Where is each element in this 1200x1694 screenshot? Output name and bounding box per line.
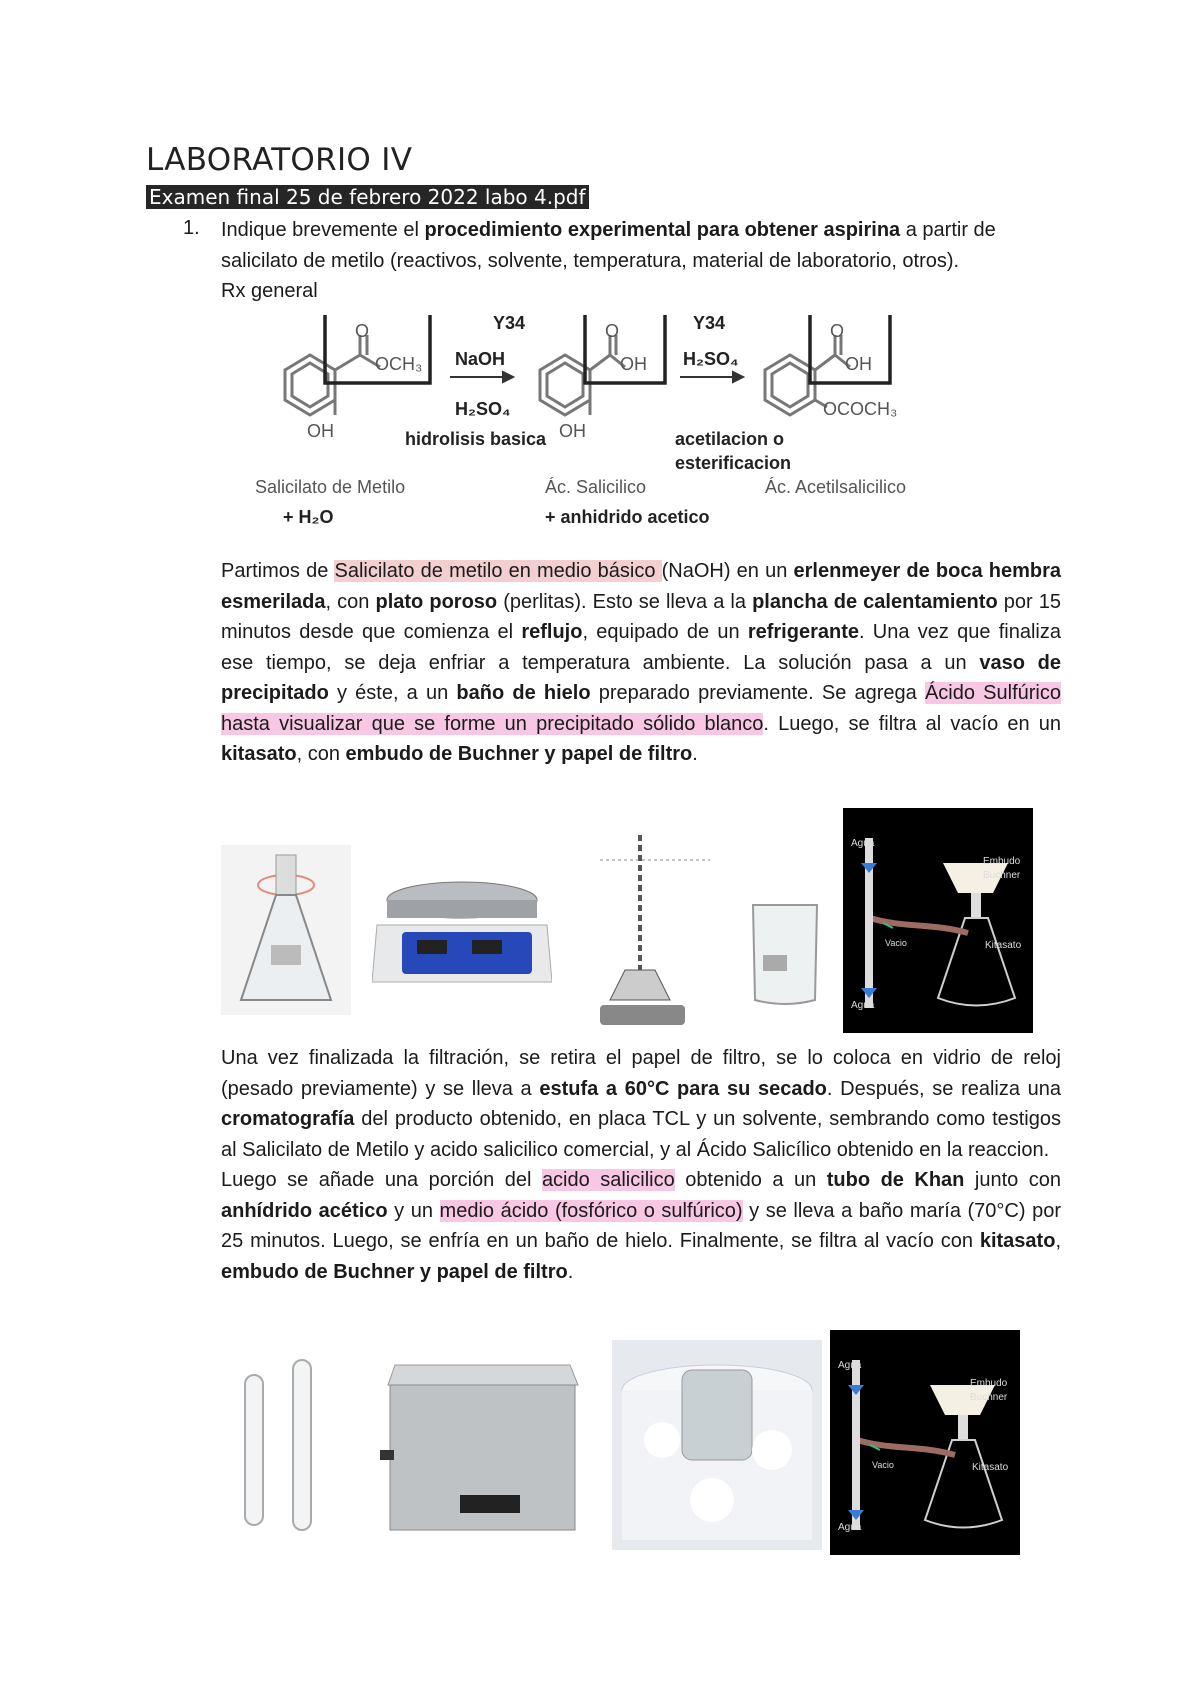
m3-name: Ác. Acetilsalicilico bbox=[765, 477, 907, 497]
m1-name: Salicilato de Metilo bbox=[255, 477, 406, 497]
reflux-apparatus-image bbox=[560, 830, 735, 1030]
question-number: 1. bbox=[183, 217, 200, 239]
filter-label-buchner-2: Buchner bbox=[970, 1392, 1008, 1403]
highlight-acido-salicilico: acido salicilico bbox=[541, 1169, 675, 1191]
document-subtitle: Examen final 25 de febrero 2022 labo 4.pdf bbox=[146, 185, 589, 209]
step2-label-1: acetilacion o bbox=[675, 429, 785, 449]
m2-oh: OH bbox=[559, 421, 586, 441]
beaker-image bbox=[745, 900, 825, 1010]
filter-label-agua-top: Agua bbox=[851, 838, 875, 849]
m1-group: OCH₃ bbox=[375, 354, 423, 374]
step1-label: hidrolisis basica bbox=[405, 429, 547, 449]
m2-carbonyl-o: O bbox=[605, 321, 620, 341]
step1-reagent1: NaOH bbox=[455, 349, 506, 369]
filter-label-buchner: Buchner bbox=[983, 870, 1021, 881]
filter-label-kitasato-2: Kitasato bbox=[972, 1462, 1009, 1473]
reaction-scheme bbox=[255, 315, 945, 535]
step1-reagent2: H₂SO₄ bbox=[455, 399, 511, 419]
m1-carbonyl-o: O bbox=[355, 321, 370, 341]
procedure-paragraph-3: Luego se añade una porción del acido salicilico obtenido a un tubo de Khan junto con anhídrido acético y un medio ácido (fosfórico o sulfúrico) y se lleva a baño maría (70°C) por 25 minutos. Luego, se enfría en un baño de hielo. Finalmente, se filtra al vacío con kitasato, embudo de Buchner y papel de filtro. bbox=[221, 1169, 1061, 1283]
procedure-paragraph-1: Partimos de Salicilato de metilo en medio básico (NaOH) en un erlenmeyer de boca hembra esmerilada, con plato poroso (perlitas). Esto se lleva a la plancha de calentamiento por 15 minutos desde que comienza el reflujo, equipado de un refrigerante. Una vez que finaliza ese tiempo, se deja enfriar a temperatura ambiente. La solución pasa a un vaso de precipitado y éste, a un baño de hielo preparado previamente. Se agrega Ácido Sulfúrico hasta visualizar que se forme un precipitado sólido blanco. Luego, se filtra al vacío en un kitasato, con embudo de Buchner y papel de filtro. bbox=[221, 560, 1062, 765]
test-tubes-image bbox=[230, 1355, 325, 1535]
filter-label-agua-top-2: Agua bbox=[838, 1360, 862, 1371]
m3-substituent: OCOCH₃ bbox=[823, 399, 898, 419]
erlenmeyer-flask-image bbox=[221, 845, 351, 1015]
m2-extra: + anhidrido acetico bbox=[545, 507, 710, 527]
step1-top: Y34 bbox=[493, 315, 526, 333]
filter-label-embudo-2: Embudo bbox=[970, 1378, 1008, 1389]
question-text: Indique brevemente el procedimiento experimental para obtener aspirina a partir de salicilato de metilo (reactivos, solvente, temperatura, material de laboratorio, otros). Rx general bbox=[221, 219, 996, 302]
m3-group: OH bbox=[845, 354, 872, 374]
filter-label-kitasato: Kitasato bbox=[985, 940, 1022, 951]
m2-name: Ác. Salicilico bbox=[545, 477, 647, 497]
filter-label-vacio-2: Vacio bbox=[872, 1460, 894, 1470]
page-title: LABORATORIO IV bbox=[146, 142, 413, 178]
filter-label-agua-bottom-2: Agua bbox=[838, 1522, 862, 1533]
water-bath-image bbox=[380, 1355, 585, 1535]
m1-extra: + H₂O bbox=[283, 507, 334, 527]
buchner-kitasato-image-2 bbox=[830, 1330, 1020, 1555]
highlight-medio-acido: medio ácido (fosfórico o sulfúrico) bbox=[439, 1199, 743, 1222]
highlight-salicilato: Salicilato de metilo en medio básico bbox=[334, 560, 662, 582]
procedure-paragraph-2: Una vez finalizada la filtración, se retira el papel de filtro, se lo coloca en vidrio de reloj (pesado previamente) y se lleva a estufa a 60°C para su secado. Después, se realiza una cromatografía del producto obtenido, en placa TCL y un solvente, sembrando como testigos al Salicilato de Metilo y acido salicilico comercial, y al Ácido Salicílico obtenido en la reaccion. Luego se añade una porción del acido salicilico obtenido a un tubo de Khan junto con anhídrido acético y un medio ácido (fosfórico o sulfúrico) y se lleva a baño maría (70°C) por 25 minutos. Luego, se enfría en un baño de hielo. Finalmente, se filtra al vacío con kitasato, embudo de Buchner y papel de filtro. bbox=[221, 1047, 1062, 1283]
m2-group: OH bbox=[620, 354, 647, 374]
highlight-acido-sulfurico: Ácido Sulfúrico hasta visualizar que se forme un precipitado sólido blanco bbox=[221, 682, 1061, 735]
filter-label-vacio: Vacio bbox=[885, 938, 907, 948]
ice-bath-image bbox=[612, 1340, 822, 1550]
step2-reagent: H₂SO₄ bbox=[683, 349, 739, 369]
m1-oh: OH bbox=[307, 421, 334, 441]
hot-plate-image bbox=[372, 870, 552, 985]
m3-carbonyl-o: O bbox=[830, 321, 845, 341]
buchner-kitasato-image-1 bbox=[843, 808, 1033, 1033]
filter-label-agua-bottom: Agua bbox=[851, 1000, 875, 1011]
filter-label-embudo: Embudo bbox=[983, 856, 1021, 867]
step2-top: Y34 bbox=[693, 315, 726, 333]
step2-label-2: esterificacion bbox=[675, 453, 792, 473]
rx-label: Rx general bbox=[221, 280, 318, 302]
